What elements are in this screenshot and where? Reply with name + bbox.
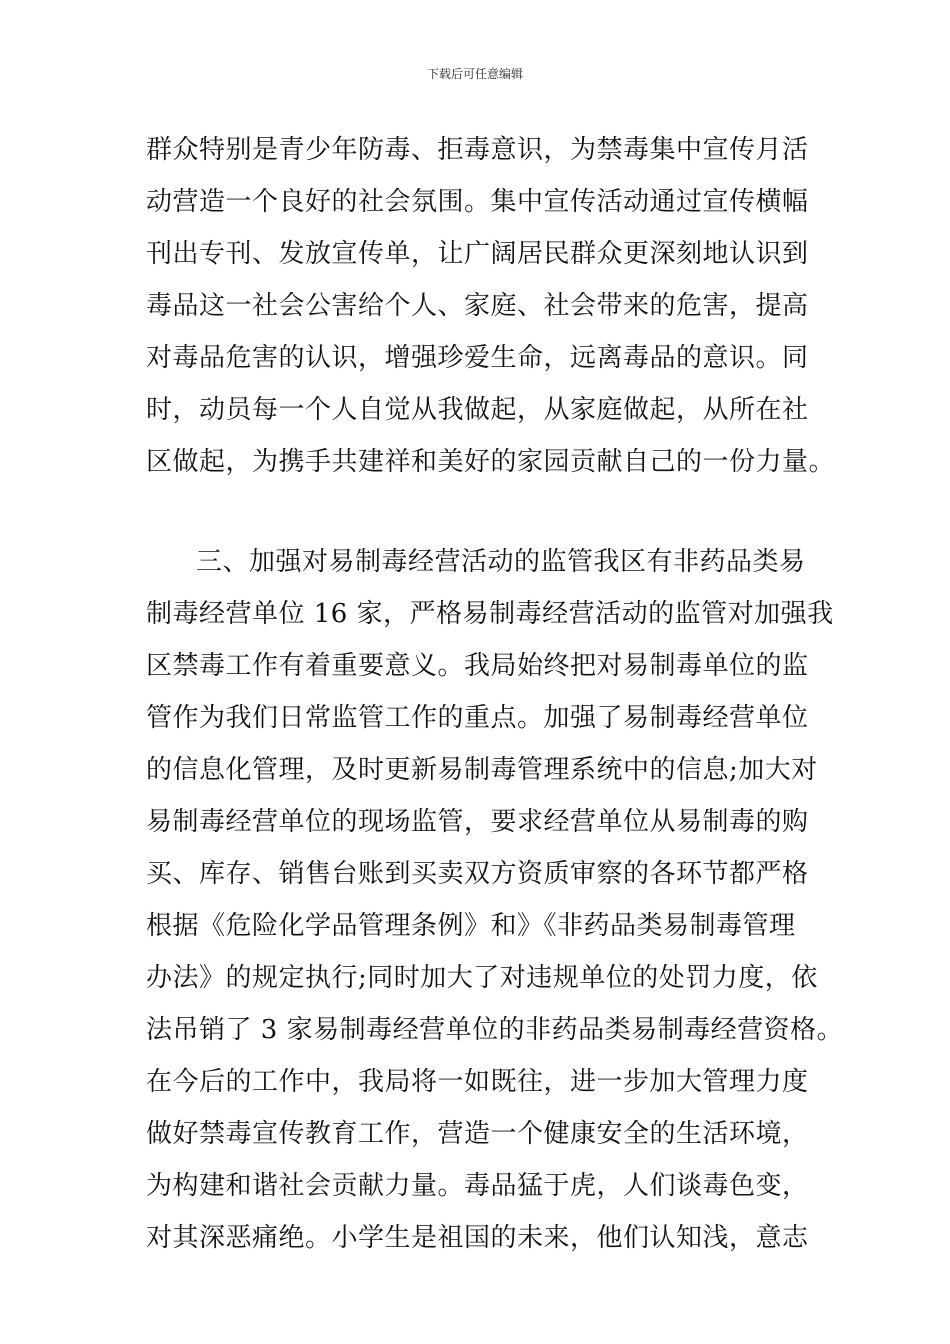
paragraph-2-line-11: 在今后的工作中，我局将一如既往，进一步加大管理力度 [146,1067,809,1097]
paragraph-2-line-3: 区禁毒工作有着重要意义。我局始终把对易制毒单位的监 [146,651,809,681]
page-header: 下载后可任意编辑 [426,67,523,81]
paragraph-1-line-1: 群众特别是青少年防毒、拒毒意识，为禁毒集中宣传月活 [146,135,809,165]
paragraph-1-line-4: 毒品这一社会公害给个人、家庭、社会带来的危害，提高 [146,291,809,321]
paragraph-2-line-12: 做好禁毒宣传教育工作，营造一个健康安全的生活环境， [146,1119,809,1149]
paragraph-2-line-14: 对其深恶痛绝。小学生是祖国的未来，他们认知浅，意志 [146,1223,809,1253]
paragraph-1-line-3: 刊出专刊、发放宣传单，让广阔居民群众更深刻地认识到 [146,239,809,269]
paragraph-1-line-6: 时，动员每一个人自觉从我做起，从家庭做起，从所在社 [146,395,809,425]
paragraph-2-line-6: 易制毒经营单位的现场监管，要求经营单位从易制毒的购 [146,807,809,837]
paragraph-2-line-1: 三、加强对易制毒经营活动的监管我区有非药品类易 [196,547,806,577]
paragraph-2-line-4: 管作为我们日常监管工作的重点。加强了易制毒经营单位 [146,703,809,733]
paragraph-1-line-2: 动营造一个良好的社会氛围。集中宣传活动通过宣传横幅 [146,187,809,217]
paragraph-2-line-5: 的信息化管理，及时更新易制毒管理系统中的信息;加大对 [146,755,818,785]
paragraph-1-line-7: 区做起，为携手共建祥和美好的家园贡献自己的一份力量。 [146,447,836,477]
paragraph-2-line-7: 买、库存、销售台账到买卖双方资质审察的各环节都严格 [146,859,809,889]
paragraph-2-line-8: 根据《危险化学品管理条例》和》《非药品类易制毒管理 [146,911,796,941]
paragraph-1-line-5: 对毒品危害的认识，增强珍爱生命，远离毒品的意识。同 [146,343,809,373]
paragraph-2-line-10: 法吊销了 3 家易制毒经营单位的非药品类易制毒经营资格。 [146,1015,844,1045]
paragraph-2-line-9: 办法》的规定执行;同时加大了对违规单位的处罚力度，依 [146,963,818,993]
paragraph-2-line-2: 制毒经营单位 16 家，严格易制毒经营活动的监管对加强我 [146,599,834,629]
paragraph-2-line-13: 为构建和谐社会贡献力量。毒品猛于虎，人们谈毒色变， [146,1171,809,1201]
